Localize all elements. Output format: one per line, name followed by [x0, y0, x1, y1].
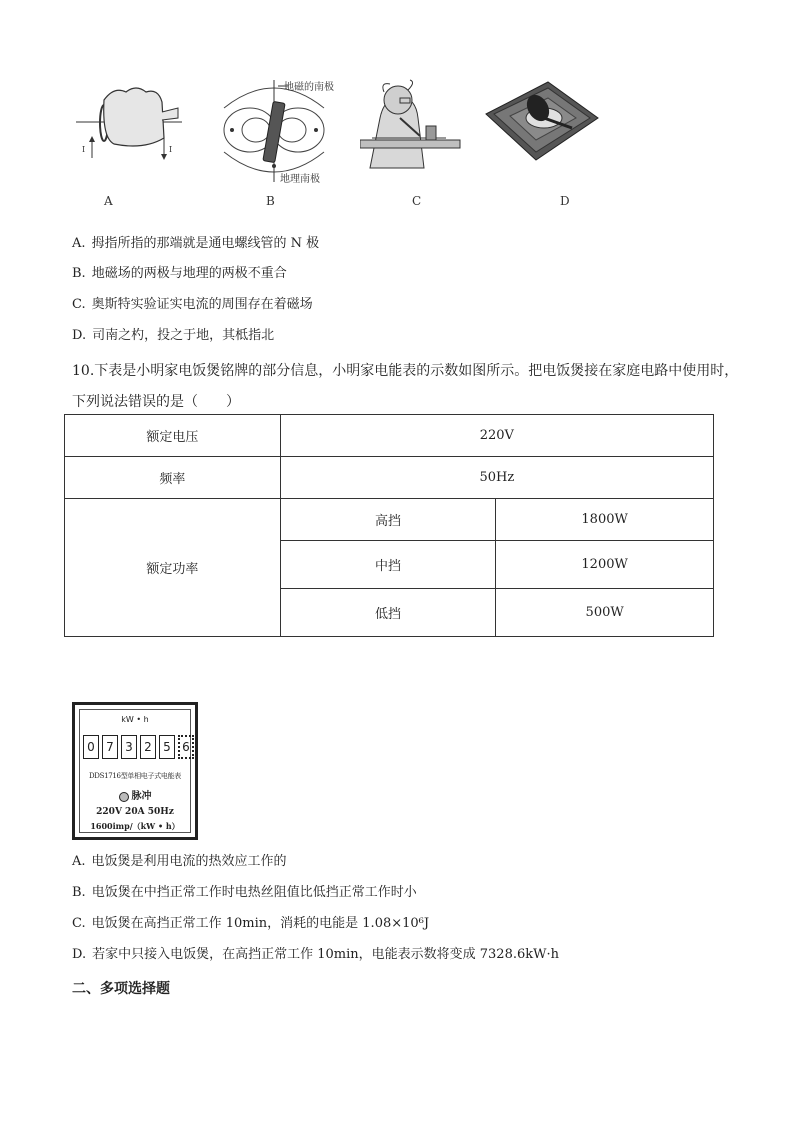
q10-stem-line1: 10.下表是小明家电饭煲铭牌的部分信息，小明家电能表的示数如图所示。把电饭煲接在家庭电路中使用时，: [72, 363, 739, 379]
level-power-medium: 1200W: [496, 541, 714, 589]
figure-b-bottom-label: 地理南极: [280, 174, 320, 185]
option-key: D.: [72, 328, 87, 343]
meter-digit-decimal: 6: [178, 735, 194, 759]
option-text: 奥斯特实验证实电流的周围存在着磁场: [91, 297, 313, 312]
meter-digit: 0: [83, 735, 99, 759]
option-key: B.: [72, 885, 86, 900]
option-key: D.: [72, 947, 87, 962]
level-name-low: 低挡: [280, 589, 496, 637]
figure-d-label: D: [560, 194, 570, 208]
table-row: [65, 499, 714, 541]
level-power-high: 1800W: [496, 499, 714, 541]
q10-option-c: [72, 916, 429, 932]
svg-text:I: I: [82, 145, 86, 154]
q10-stem-line2: 下列说法错误的是（ ）: [72, 394, 240, 410]
option-key: C.: [72, 297, 86, 312]
rated-voltage-label: 额定电压: [65, 415, 281, 457]
option-text: 电饭煲是利用电流的热效应工作的: [91, 854, 287, 869]
pulse-indicator-icon: [119, 792, 129, 802]
option-text: 拇指所指的那端就是通电螺线管的 N 极: [91, 236, 320, 251]
q9-option-d: [72, 328, 274, 344]
figure-b-earth-magnetic-field: [212, 78, 352, 184]
meter-rating: 220V 20A 50Hz: [96, 807, 174, 817]
option-text: 电饭煲在高挡正常工作 10min，消耗的电能是 1.08×10⁶J: [91, 916, 430, 931]
meter-digit: 2: [140, 735, 156, 759]
meter-digit: 5: [159, 735, 175, 759]
option-key: A.: [72, 854, 86, 869]
q10-option-d: [72, 947, 559, 963]
option-text: 司南之杓，投之于地，其柢指北: [92, 328, 275, 343]
figure-a-solenoid: [74, 78, 184, 168]
rice-cooker-spec-table: [64, 414, 714, 637]
option-key: C.: [72, 916, 86, 931]
meter-pulse-row: [75, 787, 195, 802]
q10-option-b: [72, 885, 417, 901]
meter-model: DDS1716型单相电子式电能表: [88, 772, 182, 780]
table-row: [65, 457, 714, 499]
q10-option-a: [72, 854, 287, 870]
q9-option-c: [72, 297, 313, 313]
option-text: 若家中只接入电饭煲，在高挡正常工作 10min，电能表示数将变成 7328.6kW·h: [92, 947, 559, 962]
level-power-low: 500W: [496, 589, 714, 637]
meter-digits: [83, 735, 194, 759]
figure-c-label: C: [412, 194, 422, 208]
q9-option-a: [72, 236, 319, 252]
rated-voltage-value: 220V: [280, 415, 713, 457]
q9-option-b: [72, 266, 287, 282]
meter-digit: 7: [102, 735, 118, 759]
frequency-label: 频率: [65, 457, 281, 499]
level-name-high: 高挡: [280, 499, 496, 541]
meter-constant: 1600imp/（kW • h）: [90, 821, 180, 831]
level-name-medium: 中挡: [280, 541, 496, 589]
option-text: 地磁场的两极与地理的两极不重合: [91, 266, 287, 281]
figure-b-top-label: 地磁的南极: [284, 82, 334, 93]
table-row: [65, 415, 714, 457]
svg-text:I: I: [169, 145, 173, 154]
option-text: 电饭煲在中挡正常工作时电热丝阻值比低挡正常工作时小: [91, 885, 417, 900]
meter-unit: kW • h: [121, 715, 149, 724]
frequency-value: 50Hz: [280, 457, 713, 499]
meter-pulse-label: 脉冲: [131, 791, 152, 802]
meter-digit: 3: [121, 735, 137, 759]
figure-d-si-nan-compass: [484, 78, 600, 162]
figure-c-oersted-experiment: [360, 78, 464, 174]
electricity-meter: [72, 702, 198, 840]
section-title: 二、多项选择题: [72, 981, 170, 997]
option-key: A.: [72, 236, 86, 251]
figure-b-label: B: [266, 194, 275, 208]
option-key: B.: [72, 266, 86, 281]
rated-power-label: 额定功率: [65, 499, 281, 637]
figure-a-label: A: [104, 194, 113, 208]
